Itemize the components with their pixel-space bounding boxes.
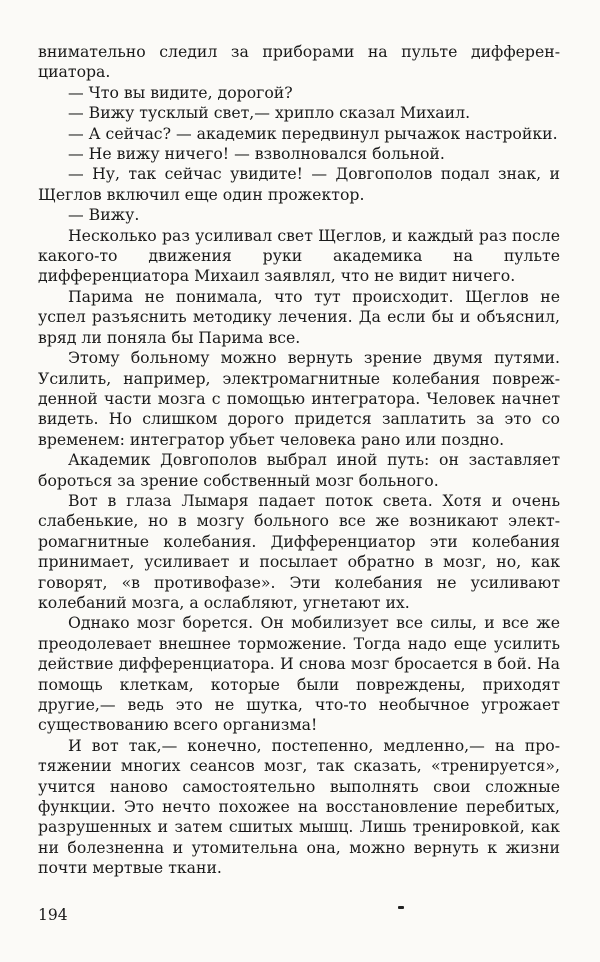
dialogue-line: — Вижу тусклый свет,— хрипло сказал Михаил. xyxy=(68,103,471,123)
page-number: 194 xyxy=(38,906,68,924)
paragraph-continuation: внимательно следил за приборами на пульте дифференциатора. xyxy=(38,42,560,82)
ink-speck xyxy=(398,906,404,909)
paragraph: Однако мозг борется. Он мобилизует все силы, и все же преодолевает внешнее торможение. Тогда надо еще усилить действие дифференциатора. И снова мозг бросается в бой. На помощь клеткам, которые были повреждены, приходят другие,— ведь это не шутка, что-то необычное угрожает существованию всего организма! xyxy=(38,613,560,735)
dialogue-line: — Что вы видите, дорогой? xyxy=(68,82,293,102)
paragraph: Несколько раз усиливал свет Щеглов, и каждый раз после какого-то движения руки академика на пульте дифференциатора Михаил заявлял, что не видит ничего. xyxy=(38,225,560,286)
dialogue-line: — А сейчас? — академик передвинул рычажок настройки. xyxy=(68,123,558,143)
paragraph: Академик Довгополов выбрал иной путь: он заставляет бороться за зрение собственный мозг больного. xyxy=(38,450,560,490)
paragraph: Вот в глаза Лымаря падает поток света. Хотя и очень слабенькие, но в мозгу больного все же возникают электромагнитные колебания. Дифференциатор эти колебания принимает, усиливает и посылает обратно в мозг, но, как говорят, «в противофазе». Эти колебания не усиливают колебаний мозга, а ослабляют, угнетают их. xyxy=(38,490,560,612)
dialogue-line: — Вижу. xyxy=(68,205,140,225)
paragraph: Парима не понимала, что тут происходит. Щеглов не успел разъяснить методику лечения. Да если бы и объяснил, вряд ли поняла бы Парима все. xyxy=(38,286,560,347)
paragraph: Этому больному можно вернуть зрение двумя путями. Усилить, например, электромагнитные колебания поврежденной части мозга с помощью интегратора. Человек начнет видеть. Но слишком дорого придется заплатить за это со временем: интегратор убьет человека рано или поздно. xyxy=(38,348,560,449)
body-text xyxy=(38,42,560,879)
dialogue-line: — Ну, так сейчас увидите! — Довгополов подал знак, и Щеглов включил еще один прожектор. xyxy=(38,164,560,204)
paragraph: И вот так,— конечно, постепенно, медленно,— на протяжении многих сеансов мозг, так сказать, «тренируется», учится наново самостоятельно выполнять свои сложные функции. Это нечто похожее на восстановление перебитых, разрушенных и затем сшитых мышц. Лишь тренировкой, как ни болезненна и утомительна она, можно вернуть к жизни почти мертвые ткани. xyxy=(38,735,560,878)
dialogue-line: — Не вижу ничего! — взволновался больной. xyxy=(68,144,445,164)
